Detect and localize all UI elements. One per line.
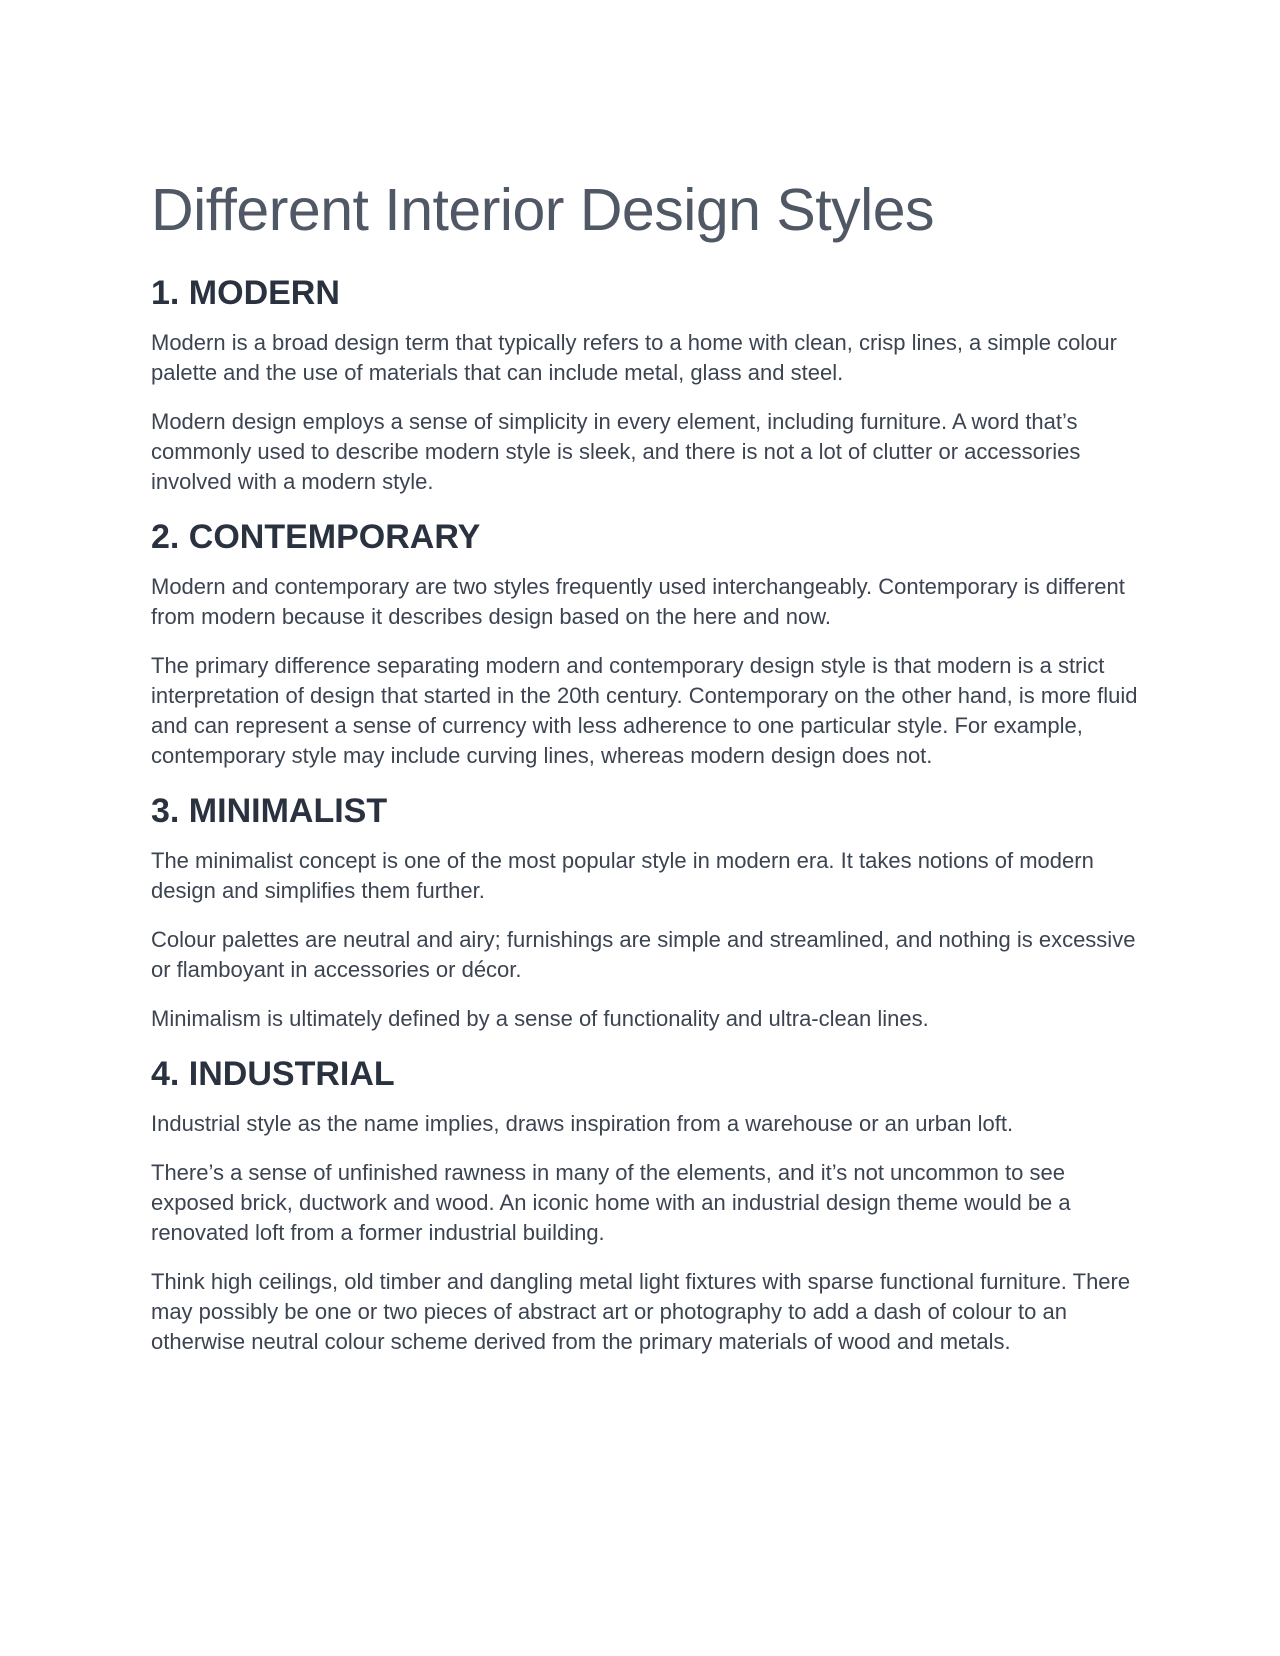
section-contemporary: [151, 516, 1141, 771]
document-title: Different Interior Design Styles: [151, 177, 935, 243]
paragraph: Minimalism is ultimately defined by a sense of functionality and ultra-clean lines.: [151, 1006, 929, 1031]
section-heading: 3. MINIMALIST: [151, 792, 388, 830]
paragraph: Think high ceilings, old timber and dangling metal light fixtures with sparse functional furniture. There may possibly be one or two pieces of abstract art or photography to add a dash of colour to an otherwise neutral colour scheme derived from the primary materials of wood and metals.: [151, 1269, 1131, 1354]
paragraph: Modern and contemporary are two styles frequently used interchangeably. Contemporary is different from modern because it describes design based on the here and now.: [151, 574, 1125, 629]
section-modern: [151, 272, 1141, 497]
section-heading: 1. MODERN: [151, 274, 340, 312]
section-heading: 4. INDUSTRIAL: [151, 1055, 395, 1093]
paragraph: The primary difference separating modern and contemporary design style is that modern is a strict interpretation of design that started in the 20th century. Contemporary on the other hand, is more fluid and can represent a sense of currency with less adherence to one particular style. For example, contemporary style may include curving lines, whereas modern design does not.: [151, 653, 1138, 768]
section-industrial: [151, 1053, 1141, 1357]
paragraph: Industrial style as the name implies, draws inspiration from a warehouse or an urban loft.: [151, 1111, 1014, 1136]
paragraph: Modern design employs a sense of simplicity in every element, including furniture. A word that’s commonly used to describe modern style is sleek, and there is not a lot of clutter or accessories involved with a modern style.: [151, 409, 1081, 494]
paragraph: Colour palettes are neutral and airy; furnishings are simple and streamlined, and nothing is excessive or flamboyant in accessories or décor.: [151, 927, 1136, 982]
document-page: [151, 172, 1141, 1376]
section-heading: 2. CONTEMPORARY: [151, 518, 481, 556]
paragraph: The minimalist concept is one of the most popular style in modern era. It takes notions of modern design and simplifies them further.: [151, 848, 1094, 903]
paragraph: There’s a sense of unfinished rawness in many of the elements, and it’s not uncommon to see exposed brick, ductwork and wood. An iconic home with an industrial design theme would be a renovated loft from a former industrial building.: [151, 1160, 1071, 1245]
section-minimalist: [151, 790, 1141, 1034]
paragraph: Modern is a broad design term that typically refers to a home with clean, crisp lines, a simple colour palette and the use of materials that can include metal, glass and steel.: [151, 330, 1117, 385]
